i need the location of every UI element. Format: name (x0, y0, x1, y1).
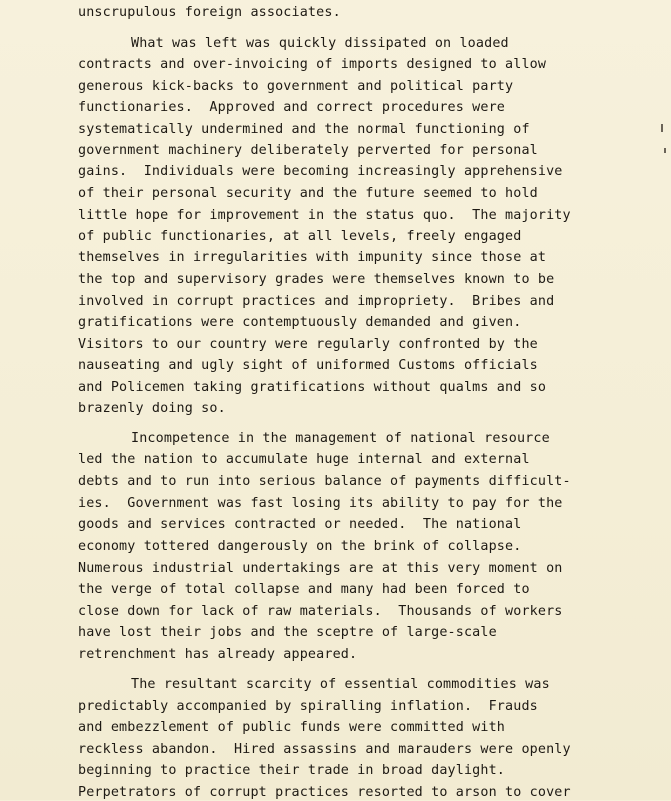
margin-mark (664, 148, 666, 153)
text-line: contracts and over-invoicing of imports designed to allow (78, 57, 547, 72)
text-line: What was left was quickly dissipated on loaded (131, 36, 509, 51)
text-line: government machinery deliberately perverted for personal (78, 143, 538, 158)
text-line: debts and to run into serious balance of payments difficult- (78, 474, 571, 489)
text-line: the verge of total collapse and many had been forced to (78, 582, 530, 597)
text-line: involved in corrupt practices and impropriety. Bribes and (78, 294, 555, 309)
text-line: goods and services contracted or needed. The national (78, 517, 522, 532)
text-line: Perpetrators of corrupt practices resorted to arson to cover (78, 785, 571, 800)
text-line: reckless abandon. Hired assassins and marauders were openly (78, 742, 571, 757)
text-line: predictably accompanied by spiralling inflation. Frauds (78, 699, 538, 714)
text-line: systematically undermined and the normal functioning of (78, 122, 530, 137)
text-line: of their personal security and the future seemed to hold (78, 186, 538, 201)
text-line: and Policemen taking gratifications without qualms and so (78, 380, 547, 395)
text-line: The resultant scarcity of essential commodities was (131, 677, 550, 692)
text-line: unscrupulous foreign associates. (78, 5, 341, 20)
text-line: ies. Government was fast losing its ability to pay for the (78, 496, 563, 511)
text-line: led the nation to accumulate huge internal and external (78, 452, 530, 467)
text-line: generous kick-backs to government and political party (78, 79, 514, 94)
text-line: Visitors to our country were regularly confronted by the (78, 337, 538, 352)
text-line: retrenchment has already appeared. (78, 647, 358, 662)
text-line: Incompetence in the management of national resource (131, 431, 550, 446)
text-line: little hope for improvement in the status quo. The majority (78, 208, 571, 223)
text-line: themselves in irregularities with impunity since those at (78, 250, 547, 265)
text-line: brazenly doing so. (78, 401, 226, 416)
text-line: have lost their jobs and the sceptre of large-scale (78, 625, 497, 640)
text-line: gains. Individuals were becoming increasingly apprehensive (78, 164, 563, 179)
text-line: gratifications were contemptuously demanded and given. (78, 315, 522, 330)
text-line: the top and supervisory grades were themselves known to be (78, 272, 555, 287)
text-line: close down for lack of raw materials. Thousands of workers (78, 604, 563, 619)
text-line: Numerous industrial undertakings are at this very moment on (78, 561, 563, 576)
text-line: nauseating and ugly sight of uniformed Customs officials (78, 358, 538, 373)
text-line: functionaries. Approved and correct procedures were (78, 100, 506, 115)
text-line: of public functionaries, at all levels, freely engaged (78, 229, 522, 244)
text-line: and embezzlement of public funds were committed with (78, 720, 506, 735)
margin-mark (661, 124, 663, 132)
text-line: beginning to practice their trade in broad daylight. (78, 763, 506, 778)
text-line: economy tottered dangerously on the brink of collapse. (78, 539, 522, 554)
